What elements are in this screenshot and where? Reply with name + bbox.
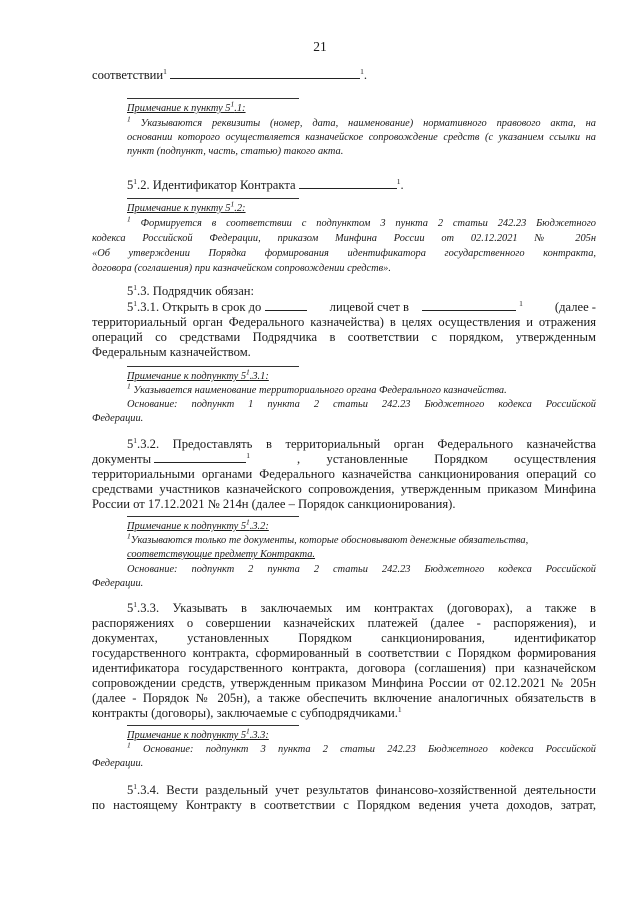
clause-5-1-3-4: $5^1.3.4$. Вести раздельный учет результатов финансово-хозяйственной деятельности	[127, 781, 596, 797]
paragraph-line: документах, установленных Порядком санкционирования, идентификатор	[92, 631, 596, 645]
continuation-text: соответствии	[92, 68, 164, 82]
paragraph-line: контракты (договоры), заключаемые с субподрядчиками.$^1$	[92, 704, 402, 720]
paragraph-line: сопровождении средств, утвержденным приказом Минфина России от 02.12.2021 № 205н	[92, 676, 596, 690]
note-text: Основание: подпункт 2 пункта 2 статьи 242.23 Бюджетного кодекса Российской	[127, 564, 596, 575]
blank-field	[265, 300, 307, 311]
note-text: $^1$ Указываются реквизиты (номер, дата, наименование) нормативного правового акта, на	[127, 114, 596, 129]
note-title: Примечание к подпункту $5^1.3.2$:	[127, 517, 269, 532]
paragraph-line: средствами участников казначейского сопровождения, утвержденным приказом Минфина	[92, 482, 596, 496]
paragraph-line: территориальными органами Федерального казначейства санкционирования операций со	[92, 467, 596, 481]
continuation-line: соответствии$^1$ $^1$.	[92, 66, 367, 82]
note-text: $^1$ Основание: подпункт 3 пункта 2 статьи 242.23 Бюджетного кодекса Российской	[127, 740, 596, 755]
paragraph-line: России от 17.12.2021 № 214н (далее – Порядок санкционирования).	[92, 497, 456, 511]
note-separator	[127, 198, 299, 199]
paragraph-line: распоряжениях о совершении казначейских платежей (далее - распоряжения), и	[92, 616, 596, 630]
page-number: 21	[313, 39, 327, 54]
note-separator	[127, 516, 299, 517]
paragraph-line: Федеральным казначейством.	[92, 345, 251, 359]
clause-5-1-3: $5^1.3$. Подрядчик обязан:	[127, 282, 255, 298]
blank-field	[154, 452, 246, 463]
note-text: договора (соглашения) при казначейском сопровождении средств».	[92, 263, 391, 274]
note-text: пункт (подпункт, часть, статью) такого акта.	[127, 146, 344, 157]
note-text: $^1$ Указывается наименование территориального органа Федерального казначейства.	[127, 381, 507, 396]
note-title: Примечание к подпункту $5^1.3.3$:	[127, 726, 269, 741]
paragraph-line: идентификатора государственного контракта, договора (соглашения) при казначейском	[92, 661, 596, 675]
blank-field	[422, 300, 516, 311]
note-separator	[127, 366, 299, 367]
clause-5-1-2: $5^1.2$. Идентификатор Контракта $^1$.	[127, 176, 404, 192]
blank-field	[170, 68, 360, 79]
note-title: Примечание к пункту $5^1.2$:	[127, 199, 246, 214]
note-text: $^1$ Формируется в соответствии с подпунктом 3 пункта 2 статьи 242.23 Бюджетного	[127, 214, 596, 229]
paragraph-line: (далее - Порядок № 205н), а также обеспечить включение аналогичных обязательств в	[92, 691, 596, 705]
paragraph-line: по настоящему Контракту в соответствии с Порядком ведения учета доходов, затрат,	[92, 798, 596, 812]
note-text: Федерации.	[92, 413, 144, 424]
clause-5-1-3-2: $5^1.3.2$. Предоставлять в территориальный орган Федерального казначейства	[127, 435, 596, 451]
note-text: Основание: подпункт 1 пункта 2 статьи 242.23 Бюджетного кодекса Российской	[127, 399, 596, 410]
note-text: Федерации.	[92, 758, 144, 769]
paragraph-line: государственного контракта, сформированный в соответствии с Порядком формирования	[92, 646, 596, 660]
note-text: Федерации.	[92, 578, 144, 589]
note-text: $^1$Указываются только те документы, которые обосновывают денежные обязательства,	[127, 531, 529, 546]
note-text: основании которого осуществляется казначейское сопровождение средств (с указанием ссылки на	[127, 132, 596, 143]
note-separator	[127, 98, 299, 99]
blank-field	[299, 178, 397, 189]
note-title: Примечание к пункту $5^1.1$:	[127, 99, 246, 114]
note-separator	[127, 725, 299, 726]
paragraph-line: документы $^1$ , установленные Порядком осуществления	[92, 450, 596, 466]
paragraph-line: операций со средствами Подрядчика в соответствии с порядком, утвержденным	[92, 330, 596, 344]
note-title: Примечание к подпункту $5^1.3.1$:	[127, 367, 269, 382]
note-text: «Об утверждении Порядка формирования идентификатора государственного контракта,	[92, 248, 596, 259]
note-text: кодекса Российской Федерации, приказом Минфина России от 02.12.2021 № 205н	[92, 233, 596, 244]
note-text: соответствующие предмету Контракта.	[127, 549, 316, 560]
paragraph-line: территориальный орган Федерального казначейства) в целях осуществления и отражения	[92, 315, 596, 329]
footnote-marker: 1	[163, 66, 167, 76]
clause-5-1-3-3: $5^1.3.3$. Указывать в заключаемых им контрактах (договорах), а также в	[127, 599, 596, 615]
footnote-marker: 1	[360, 66, 364, 76]
clause-5-1-3-1: $5^1.3.1$. Открыть в срок до лицевой счет в $^1$ (далее -	[127, 298, 596, 314]
